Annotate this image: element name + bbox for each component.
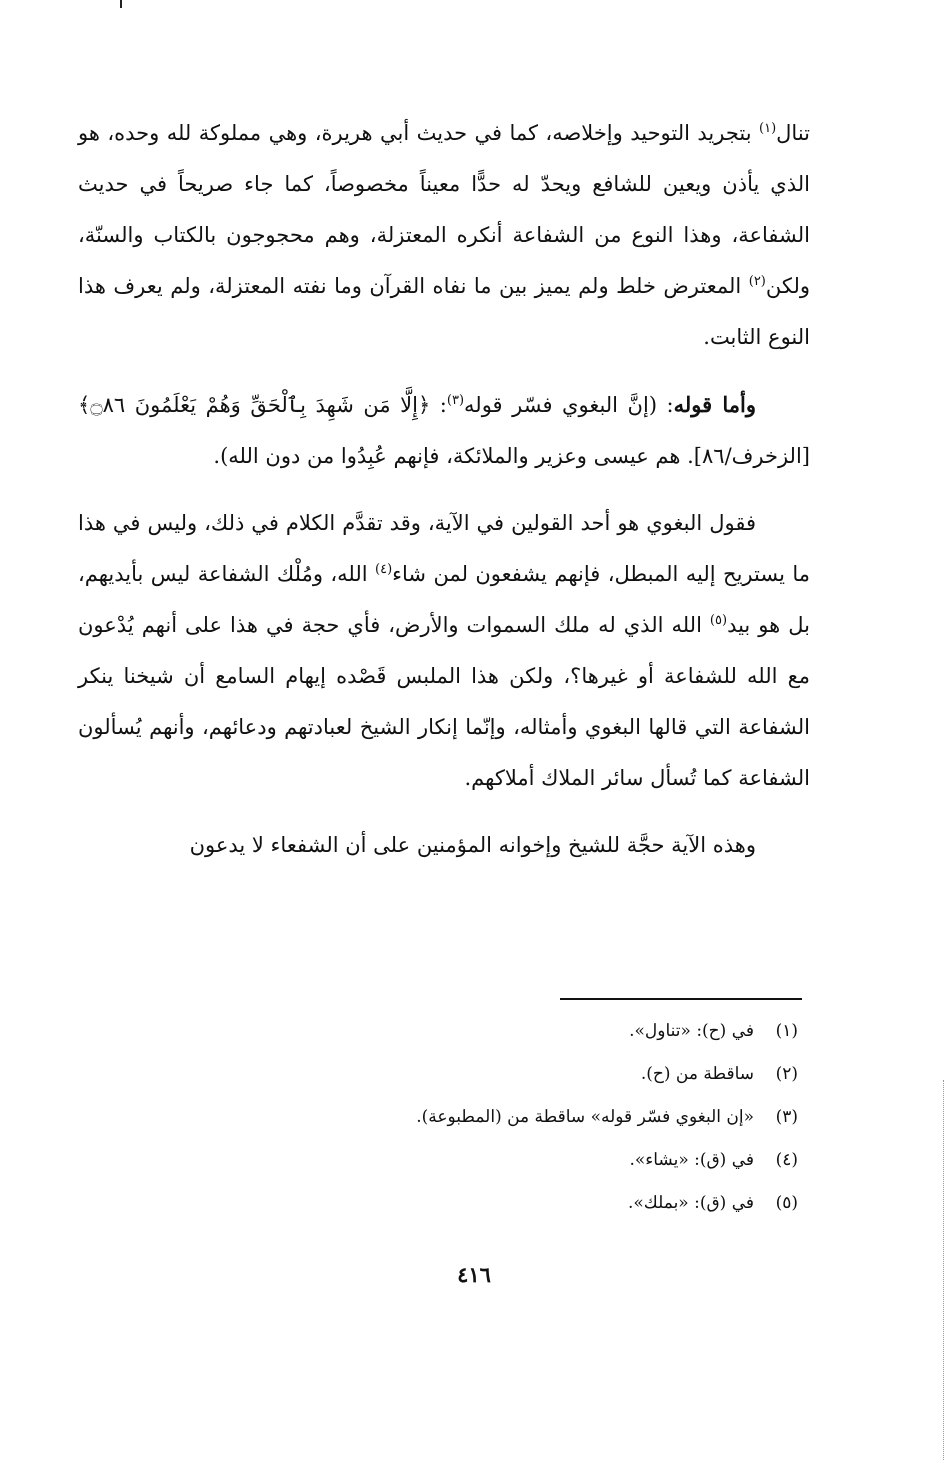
paragraph-3 [78,498,810,804]
paragraph-2 [78,379,810,482]
footnote-ref-5: (٥) [709,613,728,628]
footnote-number: (٤) [775,1150,798,1170]
page-number: ٤١٦ [457,1262,491,1287]
footnote-number: (٥) [775,1193,798,1213]
paragraph-2-text-a: : (إنَّ البغوي فسّر قوله [464,393,674,417]
footnote-item [200,1096,810,1139]
paragraph-3-text-b: الله، ومُلْك الشفاعة ليس بأيديهم، بل هو بيد [78,562,810,637]
paragraph-1-text-c: المعترض خلط ولم يميز بين ما نفاه القرآن وما نفته المعتزلة، ولم يعرف هذا النوع الثابت. [78,274,810,349]
paragraph-2-text-b: : ﴿إِلَّا مَن شَهِدَ بِٱلْحَقِّ وَهُمْ يَعْلَمُونَ ۝٨٦﴾ [الزخرف/٨٦]. هم عيسى وعزير والملائكة، فإنهم عُبِدُوا من دون الله). [78,393,810,468]
footnote-number: (٣) [775,1107,798,1127]
footnote-ref-4: (٤) [375,562,393,577]
footnote-item [200,1139,810,1182]
main-text [78,108,810,871]
footnotes-list [200,1010,810,1225]
scan-mark [120,0,122,8]
paragraph-3-text-a: فقول البغوي هو أحد القولين في الآية، وقد تقدَّم الكلام في ذلك، وليس في هذا ما يستريح إليه المبطل، فإنهم يشفعون لمن شاء [78,511,810,586]
footnote-ref-3: (٣) [446,393,465,408]
footnote-item [200,1182,810,1225]
paragraph-1-text-a: تنال [776,121,810,145]
footnote-number: (٢) [775,1064,798,1084]
footnote-text: «إن البغوي فسّر قوله» ساقطة من (المطبوعة). [416,1107,754,1127]
paragraph-4-text: وهذه الآية حجَّة للشيخ وإخوانه المؤمنين على أن الشفعاء لا يدعون [189,833,756,857]
footnote-text: ساقطة من (ح). [640,1064,754,1084]
footnote-item [200,1010,810,1053]
footnote-text: في (ق): «بملك». [627,1193,754,1213]
paragraph-3-text-c: الله الذي له ملك السموات والأرض، فأي حجة في هذا على أنهم يُدْعون مع الله للشفاعة أو غيرها؟، ولكن هذا الملبس قَصْده إيهام السامع أن شيخنا ينكر الشفاعة التي قالها البغوي وأمثاله، وإنّما إنكار الشيخ لعبادتهم ودعائهم، وأنهم يُسألون الشفاعة كما تُسأل سائر الملاك أملاكهم. [78,613,810,790]
footnote-number: (١) [775,1021,798,1041]
footnote-item [200,1053,810,1096]
footnote-separator [560,998,802,1000]
paragraph-1-text-b: بتجريد التوحيد وإخلاصه، كما في حديث أبي هريرة، وهي مملوكة لله وحده، هو الذي يأذن ويعين للشافع ويحدّ له حدًّا معيناً مخصوصاً، كما جاء صريحاً في حديث الشفاعة، وهذا النوع من الشفاعة أنكره المعتزلة، وهم محجوجون بالكتاب والسنّة، ولكن [78,121,810,298]
paragraph-1 [78,108,810,363]
footnote-ref-2: (٢) [748,274,766,289]
paragraph-4 [78,820,810,871]
paragraph-2-lead: وأما قوله [673,392,756,417]
footnote-ref-1: (١) [759,121,777,136]
footnote-text: في (ح): «تناول». [629,1021,754,1041]
footnote-text: في (ق): «يشاء». [629,1150,754,1170]
